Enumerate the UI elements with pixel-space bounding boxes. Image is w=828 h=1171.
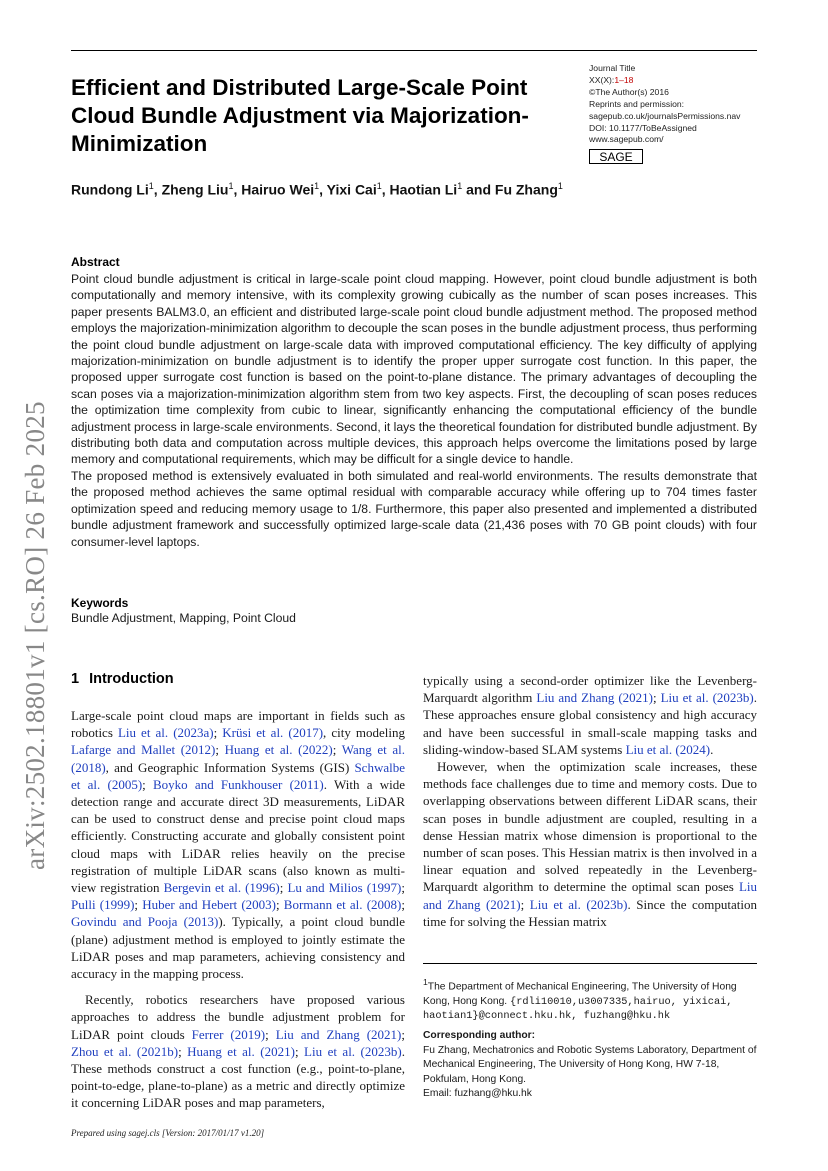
citation-link[interactable]: Lu and Milios (1997) — [287, 880, 402, 896]
body-text: . Since the computation time for solving the Hessian matrix — [423, 896, 757, 929]
body-text: ; — [142, 776, 154, 792]
citation-link[interactable]: Liu et al. (2023a) — [117, 725, 214, 741]
author-name: Rundong Li — [71, 181, 149, 198]
permissions-link[interactable]: sagepub.co.uk/journalsPermissions.nav — [589, 110, 741, 121]
affiliation-text: The Department of Mechanical Engineering, The University of Hong Kong, Hong Kong. — [423, 981, 737, 1007]
citation-link[interactable]: Wang et al. (2018) — [71, 742, 405, 775]
author-affiliation-marker: 1 — [314, 181, 320, 191]
body-text: ; — [213, 725, 223, 741]
section-number: 1 — [71, 671, 80, 687]
citation-link[interactable]: Boyko and Funkhouser (2011) — [153, 776, 324, 792]
author-separator: , — [233, 181, 242, 198]
prepared-using-note: Prepared using sagej.cls [Version: 2017/01/17 v1.20] — [71, 1128, 265, 1138]
citation-link[interactable]: Zhou et al. (2021b) — [71, 1043, 179, 1059]
intro-left-column — [71, 707, 405, 1112]
volume-prefix: XX(X): — [589, 74, 615, 85]
author-affiliation-marker: 1 — [457, 181, 463, 191]
sage-logo: SAGE — [589, 149, 643, 164]
citation-link[interactable]: Govindu and Pooja (2013) — [71, 914, 219, 930]
abstract-paragraph: The proposed method is extensively evaluated in both simulated and real-world environments. The results demonstrate that the proposed method achieves the same optimal residual with comparable accuracy while offering up to 704 times faster optimization speed and reducing memory usage to 1/8. Furthermore, this paper also presented and implemented a distributed bundle adjustment framework and successfully optimized large-scale data (21,436 poses with 70 GB point clouds) with four consumer-level laptops. — [71, 468, 757, 549]
author-name: Zheng Liu — [161, 181, 229, 198]
citation-link[interactable]: Liu et al. (2023b) — [304, 1043, 402, 1059]
citation-link[interactable]: Liu and Zhang (2021) — [423, 879, 757, 912]
body-text: ; — [332, 742, 342, 758]
author-name: Fu Zhang — [494, 181, 558, 198]
author-separator: , — [153, 181, 162, 198]
arxiv-stamp[interactable]: arXiv:2502.18801v1 [cs.RO] 26 Feb 2025 — [20, 401, 50, 870]
body-text: However, when the optimization scale increases, these methods face challenges due to time and memory costs. Due to overlapping observations between different LiDAR scans, their scan poses in bundle adjustment are coupled, resulting in a dense Hessian matrix whose dimension is proportional to the number of scan poses. This Hessian matrix is then involved in a linear equation and solved repeatedly in the Levenberg-Marquardt algorithm to determine the optimal scan poses — [423, 759, 757, 895]
body-text: Large-scale point cloud maps are important in fields such as robotics — [71, 708, 405, 741]
author-affiliation-marker: 1 — [228, 181, 234, 191]
citation-link[interactable]: Bergevin et al. (1996) — [163, 880, 280, 896]
citation-link[interactable]: Schwalbe et al. (2005) — [71, 759, 405, 792]
body-text: ; — [401, 1026, 405, 1042]
keywords-text: Bundle Adjustment, Mapping, Point Cloud — [71, 611, 296, 625]
citation-link[interactable]: Krüsi et al. (2017) — [222, 725, 324, 741]
section-heading — [71, 671, 174, 687]
intro-paragraph — [423, 758, 757, 930]
intro-paragraph — [71, 991, 405, 1111]
top-rule — [71, 50, 757, 51]
author-separator: , — [381, 181, 390, 198]
citation-link[interactable]: Huber and Hebert (2003) — [142, 897, 276, 913]
author-affiliation-marker: 1 — [557, 181, 563, 191]
citation-link[interactable]: Liu et al. (2024) — [625, 741, 711, 757]
body-text: ; — [653, 690, 661, 706]
journal-info — [589, 63, 769, 146]
website-link[interactable]: www.sagepub.com/ — [589, 134, 664, 145]
body-text: ; — [401, 897, 405, 913]
citation-link[interactable]: Liu et al. (2023b) — [660, 690, 754, 706]
footnote-marker: 1 — [423, 977, 428, 987]
author-separator: , — [319, 181, 327, 198]
reprints-label: Reprints and permission: — [589, 98, 685, 109]
author-list — [71, 181, 771, 198]
copyright: ©The Author(s) 2016 — [589, 86, 669, 97]
body-text: ; — [134, 897, 143, 913]
keywords-heading: Keywords — [71, 596, 129, 610]
body-text: , city modeling — [323, 725, 405, 741]
author-affiliation-marker: 1 — [148, 181, 154, 191]
abstract-paragraph: Point cloud bundle adjustment is critical in large-scale point cloud mapping. However, point cloud bundle adjustment is both computationally and memory intensive, with its complexity growing cubically as the number of scan poses increases. This paper presents BALM3.0, an efficient and distributed large-scale point cloud bundle adjustment method. The proposed method employs the majorization-minimization algorithm to decouple the scan poses in the bundle adjustment process, thus performing the point cloud bundle adjustment on large-scale data with improved computational efficiency. The key difficulty of applying majorization-minimization on bundle adjustment is to identify the proper upper surrogate cost function. In this paper, the proposed upper surrogate cost function is based on the point-to-plane distance. The primary advantages of decoupling the scan poses via a majorization-minimization algorithm stem from two key aspects. First, the decoupling of scan poses reduces the optimization time complexity from cubic to linear, significantly enhancing the computational efficiency of the bundle adjustment process in large-scale environments. Second, it lays the theoretical foundation for distributed bundle adjustment. By distributing both data and computation across multiple devices, this approach helps overcome the limitations posed by large memory and computational requirements, which may be difficult for a single device to handle. — [71, 272, 757, 467]
corresponding-address: Fu Zhang, Mechatronics and Robotic Systems Laboratory, Department of Mechanical Engineering, The University of Hong Kong, HW 7-18, Pokfulam, Hong Kong. — [423, 1044, 757, 1085]
citation-link[interactable]: Liu and Zhang (2021) — [536, 690, 653, 706]
author-name: Haotian Li — [389, 181, 458, 198]
author-emails[interactable]: {rdli10010,u3007335,hairuo, yixicai, haotian1}@connect.hku.hk, fuzhang@hku.hk — [423, 995, 733, 1023]
body-text: ). Typically, a point cloud bundle (plane) adjustment method is employed to jointly estimate the LiDAR poses and map parameters, achieving consistency and accuracy in the mapping process. — [71, 914, 405, 982]
journal-name: Journal Title — [589, 63, 636, 73]
body-text: ; — [520, 896, 530, 912]
citation-link[interactable]: Bormann et al. (2008) — [283, 897, 402, 913]
author-separator: and — [462, 181, 495, 198]
body-text: ; — [215, 742, 225, 758]
author-name: Hairuo Wei — [241, 181, 315, 198]
body-text: . With a wide detection range and accurate direct 3D measurements, LiDAR can be used to construct dense and precise point cloud maps efficiently. Constructing accurate and globally consistent point cloud maps with LiDAR relies heavily on the precise registration of multiple LiDAR scans (also known as multi-view registration — [71, 776, 405, 896]
body-text: Recently, robotics researchers have proposed various approaches to address the bundle adjustment problem for LiDAR point clouds — [71, 992, 405, 1042]
doi: DOI: 10.1177/ToBeAssigned — [589, 122, 697, 133]
author-affiliation-marker: 1 — [376, 181, 382, 191]
body-text: ; — [178, 1043, 188, 1059]
body-text: . — [710, 741, 714, 757]
body-text: , and Geographic Information Systems (GIS) — [105, 759, 355, 775]
abstract-body — [71, 271, 757, 550]
corresponding-author — [423, 1029, 757, 1102]
body-text: ; — [279, 880, 288, 896]
intro-paragraph — [71, 707, 405, 982]
body-text: ; — [276, 897, 284, 913]
citation-link[interactable]: Lafarge and Mallet (2012) — [71, 742, 216, 758]
citation-link[interactable]: Huang et al. (2022) — [224, 742, 333, 758]
corresponding-email[interactable]: Email: fuzhang@hku.hk — [423, 1088, 532, 1099]
citation-link[interactable]: Pulli (1999) — [71, 897, 135, 913]
citation-link[interactable]: Ferrer (2019) — [191, 1026, 266, 1042]
intro-right-column — [423, 672, 757, 930]
footnote-rule — [423, 963, 757, 964]
journal-volume — [589, 75, 769, 87]
body-text: ; — [401, 880, 405, 896]
body-text: typically using a second-order optimizer like the Levenberg-Marquardt algorithm — [423, 673, 757, 706]
body-text: ; — [265, 1026, 276, 1042]
paper-title: Efficient and Distributed Large-Scale Point Cloud Bundle Adjustment via Majorization-Minimization — [71, 75, 529, 156]
author-name: Yixi Cai — [326, 181, 377, 198]
intro-paragraph — [423, 672, 757, 758]
body-text: . These methods construct a cost function (e.g., point-to-plane, point-to-edge, plane-to-plane) as a metric and directly optimize it concerning LiDAR poses and map parameters, — [71, 1043, 405, 1111]
body-text: . These approaches ensure global consistency and high accuracy and have been successful in small-scale mapping tasks and sliding-window-based SLAM systems — [423, 690, 757, 757]
section-title: Introduction — [89, 671, 174, 687]
abstract-heading: Abstract — [71, 255, 120, 269]
affiliation-footnote — [423, 975, 757, 1024]
corresponding-heading: Corresponding author: — [423, 1030, 536, 1041]
page-range[interactable]: 1–18 — [614, 74, 634, 85]
citation-link[interactable]: Liu et al. (2023b) — [529, 896, 628, 912]
citation-link[interactable]: Huang et al. (2021) — [187, 1043, 295, 1059]
citation-link[interactable]: Liu and Zhang (2021) — [275, 1026, 402, 1042]
body-text: ; — [294, 1043, 305, 1059]
